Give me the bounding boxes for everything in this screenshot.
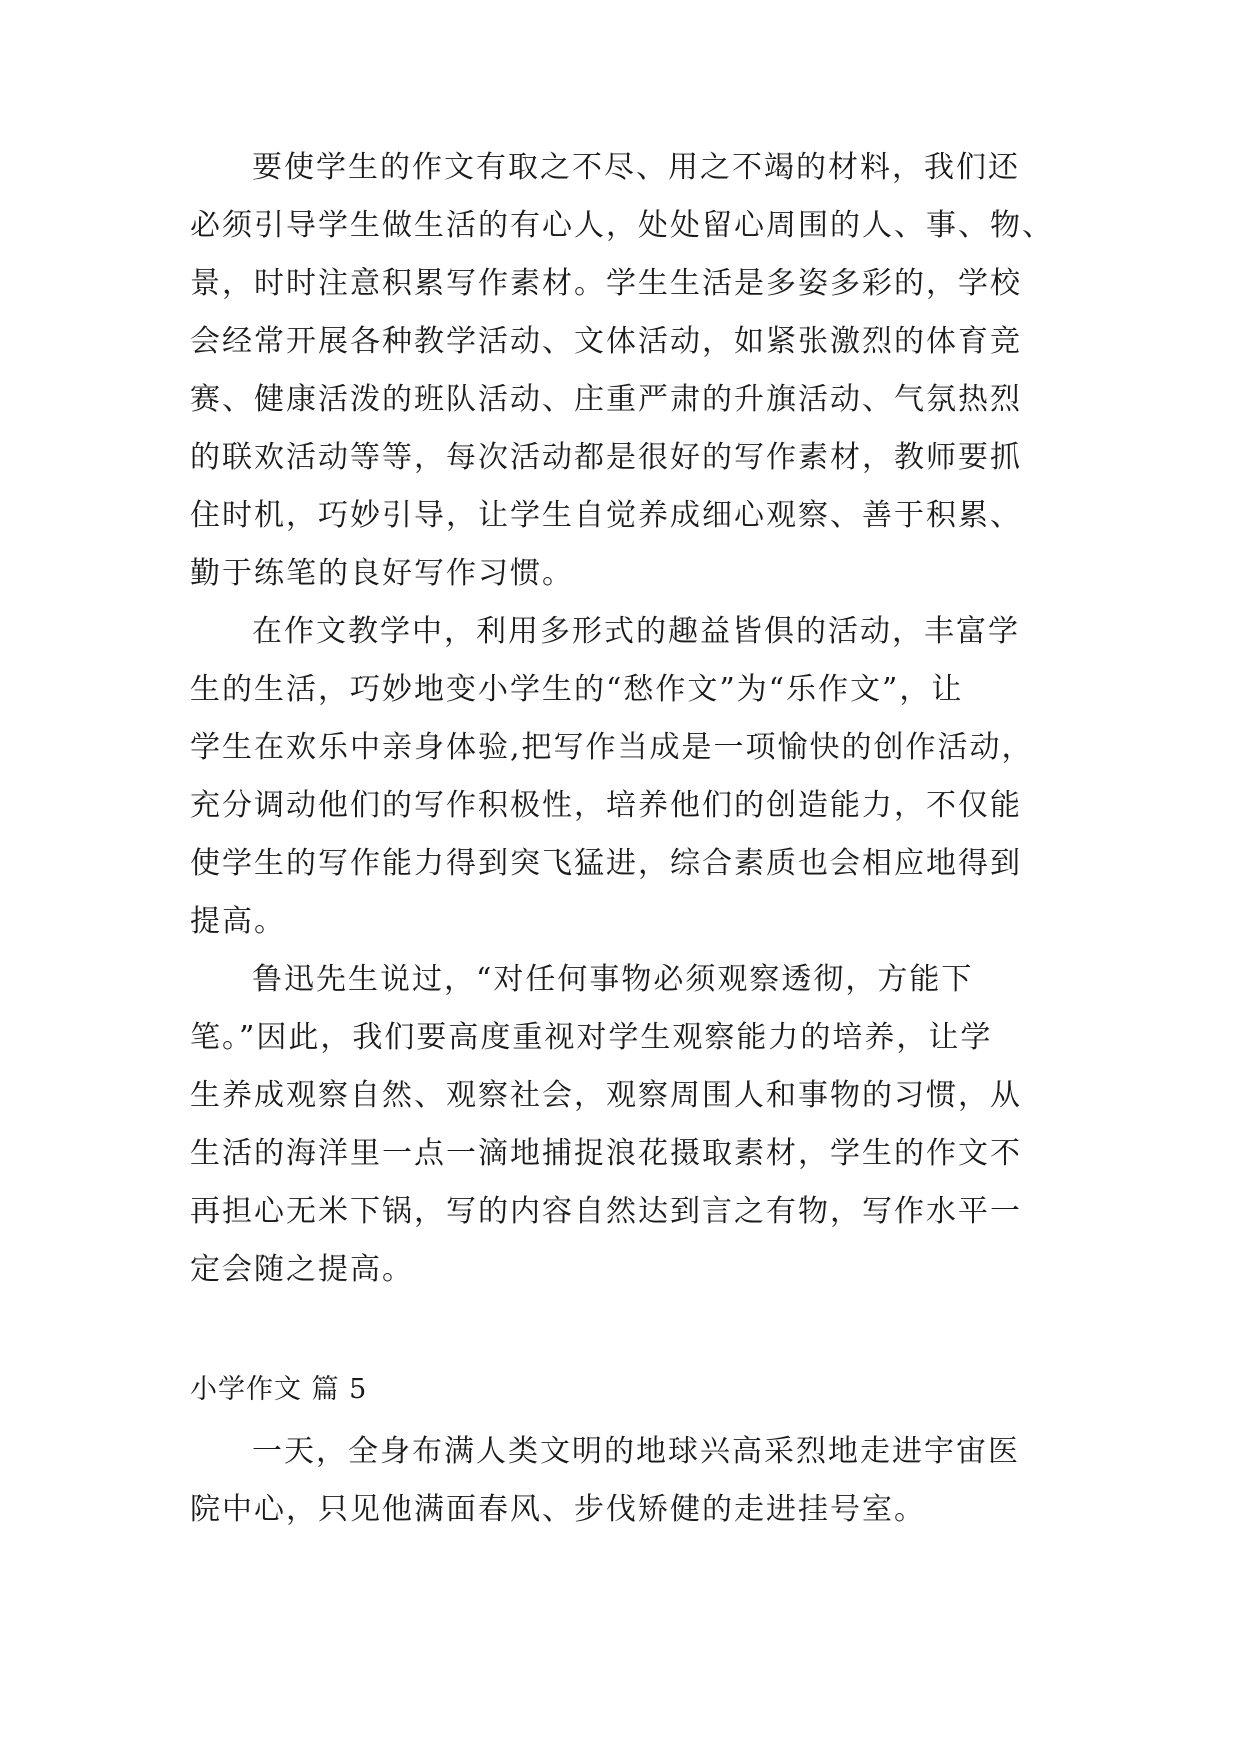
text-line: 必须引导学生做生活的有心人，处处留心周围的人、事、物、: [190, 208, 1054, 243]
text-line: 一天，全身布满人类文明的地球兴高采烈地走进宇宙医: [252, 1434, 1020, 1469]
text-line: 生的生活，巧妙地变小学生的“愁作文”为“乐作文”，让: [190, 672, 964, 707]
text-line: 笔。”因此，我们要高度重视对学生观察能力的培养，让学: [190, 1020, 993, 1055]
text-line: 生养成观察自然、观察社会，观察周围人和事物的习惯，从: [190, 1078, 1022, 1113]
text-line: 鲁迅先生说过，“对任何事物必须观察透彻，方能下: [252, 962, 974, 997]
text-line: 的联欢活动等等，每次活动都是很好的写作素材，教师要抓: [190, 440, 1022, 475]
text-line: 充分调动他们的写作积极性，培养他们的创造能力，不仅能: [190, 788, 1022, 823]
text-line: 赛、健康活泼的班队活动、庄重严肃的升旗活动、气氛热烈: [190, 382, 1022, 417]
section-heading: 小学作文 篇 5: [190, 1374, 368, 1405]
text-line: 会经常开展各种教学活动、文体活动，如紧张激烈的体育竞: [190, 324, 1022, 359]
text-line: 勤于练笔的良好写作习惯。: [190, 556, 574, 591]
text-line: 在作文教学中，利用多形式的趣益皆俱的活动，丰富学: [252, 614, 1020, 649]
text-line: 使学生的写作能力得到突飞猛进，综合素质也会相应地得到: [190, 846, 1022, 881]
text-line: 景，时时注意积累写作素材。学生生活是多姿多彩的，学校: [190, 266, 1022, 301]
text-line: 住时机，巧妙引导，让学生自觉养成细心观察、善于积累、: [190, 498, 1022, 533]
text-line: 要使学生的作文有取之不尽、用之不竭的材料，我们还: [252, 150, 1020, 185]
text-line: 提高。: [190, 904, 286, 939]
text-line: 定会随之提高。: [190, 1252, 414, 1287]
text-line: 再担心无米下锅，写的内容自然达到言之有物，写作水平一: [190, 1194, 1022, 1229]
text-line: 院中心，只见他满面春风、步伐矫健的走进挂号室。: [190, 1492, 926, 1527]
text-line: 生活的海洋里一点一滴地捕捉浪花摄取素材，学生的作文不: [190, 1136, 1022, 1171]
text-line: 学生在欢乐中亲身体验,把写作当成是一项愉快的创作活动，: [190, 730, 1034, 765]
